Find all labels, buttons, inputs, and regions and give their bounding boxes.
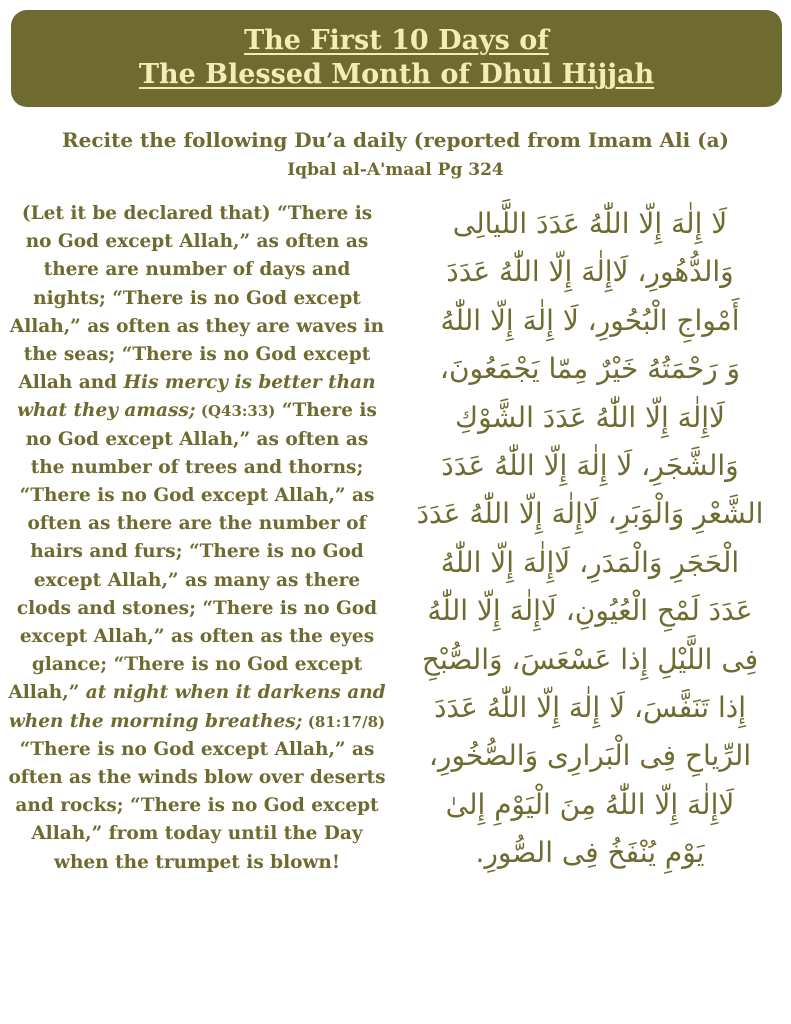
- arabic-line: وَالدُّهُورِ، لَاإِلٰهَ إِلّا اللّٰهُ عَدَدَ: [446, 255, 734, 289]
- title-banner: [11, 10, 782, 107]
- quran-quote-1: His mercy is better than what they amass;: [17, 372, 376, 422]
- translation-text-1: (Let it be declared that) “There is no God except Allah,” as often as there are number of days and nights; “There is no God except Allah,” as often as they are waves in the seas; “There is no God except Allah and: [9, 203, 385, 394]
- english-translation: [6, 200, 388, 877]
- title-line-2: The Blessed Month of Dhul Hijjah: [138, 59, 655, 90]
- translation-text-3: “There is no God except Allah,” as often as the winds blow over deserts and rocks; “There is no God except Allah,” from today until the Day when the trumpet is blown!: [8, 738, 386, 873]
- arabic-line: وَ رَحْمَتُهُ خَيْرٌ مِمّا يَجْمَعُونَ،: [439, 352, 741, 386]
- citation-1: (Q43:33): [195, 402, 276, 421]
- arabic-line: يَوْمِ يُنْفَخُ فِى الصُّورِ.: [475, 836, 705, 870]
- arabic-line: الْحَجَرِ وَالْمَدَرِ، لَاإِلٰهَ إِلّا اللّٰهُ: [440, 545, 740, 579]
- arabic-dua: [395, 200, 785, 877]
- arabic-line: فِى اللَّيْلِ إِذا عَسْعَسَ، وَالصُّبْحِ: [421, 642, 759, 676]
- translation-text-2: “There is no God except Allah,” as often as the number of trees and thorns; “There is no God except Allah,” as often as there are the number of hairs and furs; “There is no God except Allah,” as many as there clods and stones; “There is no God except Allah,” as often as the eyes glance; “There is no God except Allah,”: [8, 400, 378, 704]
- arabic-line: وَالشَّجَرِ، لَا إِلٰهَ إِلّا اللّٰهُ عَدَدَ: [441, 448, 739, 482]
- arabic-line: عَدَدَ لَمْحِ الْعُيُونِ، لَاإِلٰهَ إِلّا اللّٰهُ: [427, 594, 753, 628]
- arabic-line: إِذا تَنَفَّسَ، لَا إِلٰهَ إِلّا اللّٰهُ عَدَدَ: [433, 690, 747, 724]
- arabic-line: الشَّعْرِ وَالْوَبَرِ، لَاإِلٰهَ إِلّا اللّٰهُ عَدَدَ: [416, 497, 764, 531]
- arabic-line: أَمْواجِ الْبُحُورِ، لَا إِلٰهَ إِلّا اللّٰهُ: [440, 303, 740, 337]
- arabic-line: الرِّياحِ فِى الْبَرارِى وَالصُّخُورِ،: [428, 739, 752, 773]
- citation-2: (81:17/8): [302, 712, 386, 731]
- title-line-1: The First 10 Days of: [244, 25, 549, 56]
- recitation-instruction: Recite the following Du’a daily (reported from Imam Ali (a): [61, 128, 730, 152]
- arabic-line: لَاإِلٰهَ إِلّا اللّٰهُ عَدَدَ الشَّوْكِ: [455, 400, 725, 434]
- arabic-line: لَا إِلٰهَ إِلّا اللّٰهُ عَدَدَ اللَّيالِى: [452, 207, 728, 240]
- quran-quote-2: at night when it darkens and when the morning breathes;: [8, 682, 386, 732]
- arabic-line: لَاإِلٰهَ إِلّا اللّٰهُ مِنَ الْيَوْمِ إِلىٰ: [445, 787, 735, 821]
- source-reference: Iqbal al-A'maal Pg 324: [287, 160, 504, 180]
